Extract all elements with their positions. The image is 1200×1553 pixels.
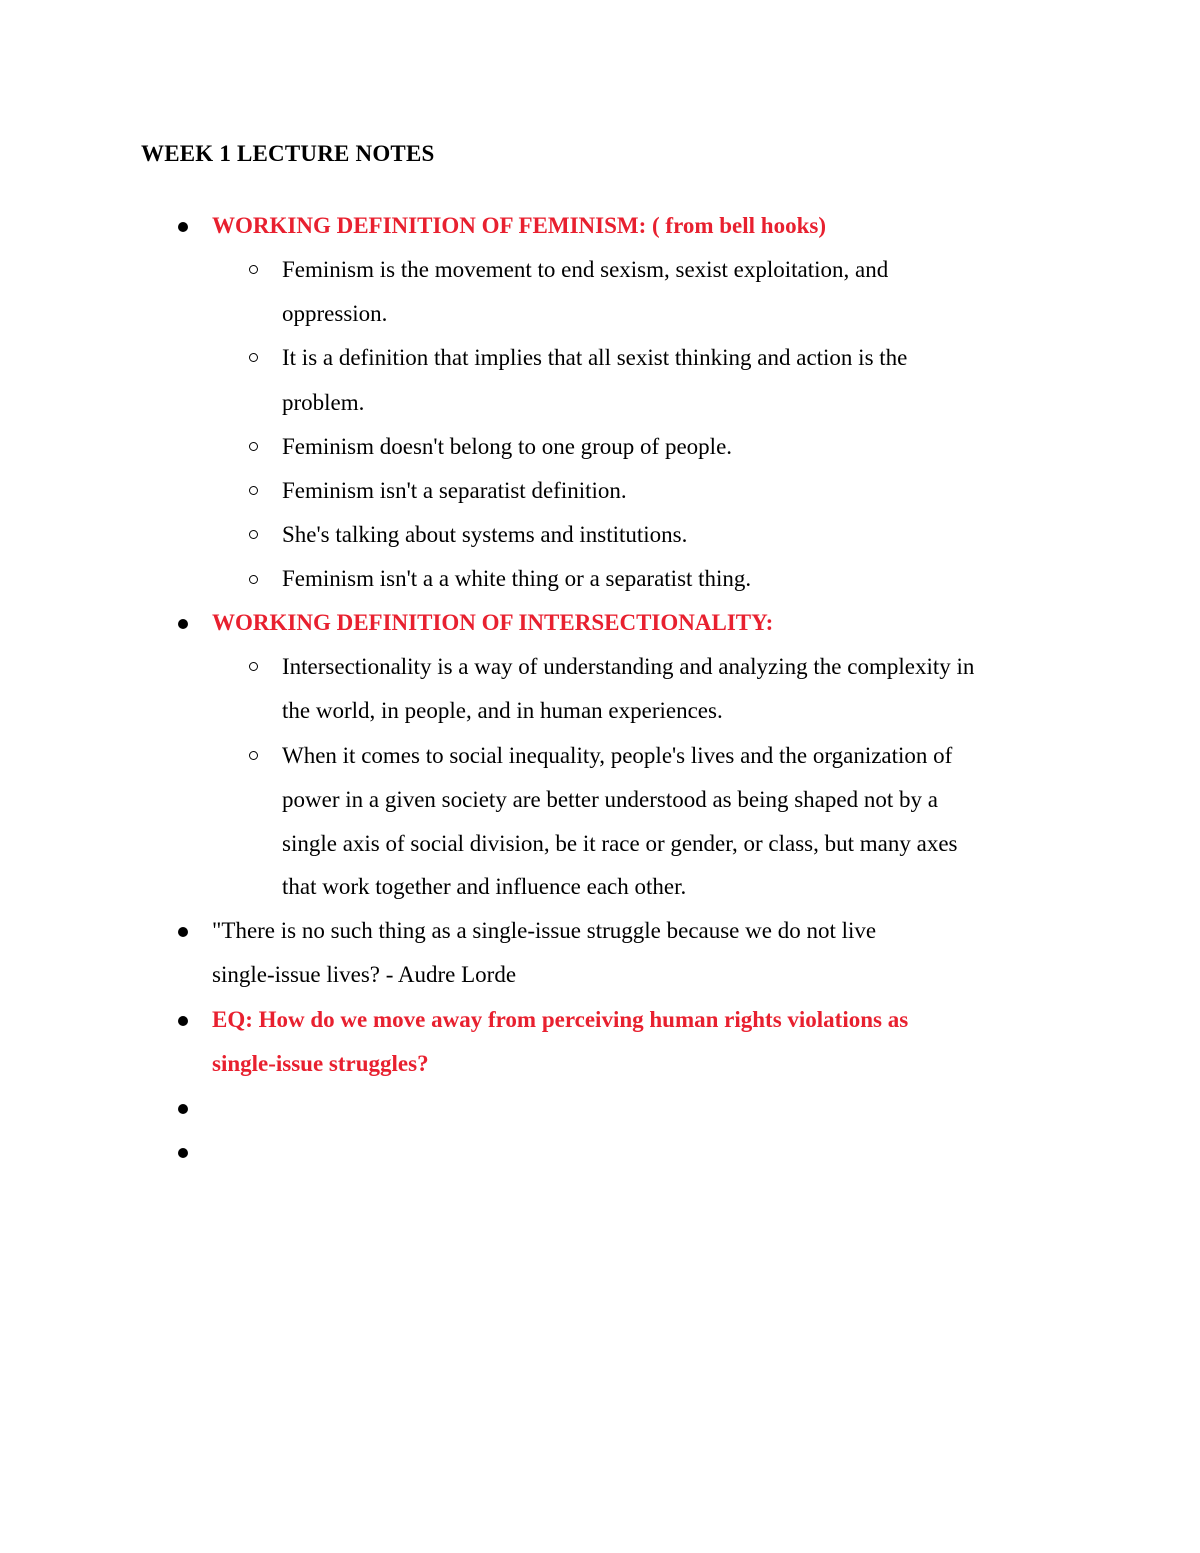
section-heading-feminism: WORKING DEFINITION OF FEMINISM: ( from bell hooks): [212, 213, 826, 238]
list-item-line: oppression.: [282, 301, 388, 326]
hollow-bullet-icon: [249, 353, 258, 362]
bullet-icon: [178, 927, 188, 937]
document-title: WEEK 1 LECTURE NOTES: [141, 141, 435, 166]
list-item-line: Intersectionality is a way of understanding and analyzing the complexity in: [282, 654, 975, 679]
bullet-icon: [178, 222, 188, 232]
hollow-bullet-icon: [249, 265, 258, 274]
essential-question-line: single-issue struggles?: [212, 1051, 429, 1076]
list-item-line: Feminism doesn't belong to one group of people.: [282, 434, 733, 459]
list-item-line: It is a definition that implies that all sexist thinking and action is the: [282, 345, 908, 370]
list-item-line: She's talking about systems and institutions.: [282, 522, 688, 547]
quote-line: "There is no such thing as a single-issue struggle because we do not live: [212, 918, 877, 943]
list-item-line: power in a given society are better understood as being shaped not by a: [282, 787, 938, 812]
bullet-icon: [178, 1016, 188, 1026]
list-item-line: Feminism isn't a a white thing or a separatist thing.: [282, 566, 752, 591]
hollow-bullet-icon: [249, 442, 258, 451]
essential-question-line: EQ: How do we move away from perceiving human rights violations as: [212, 1007, 909, 1032]
list-item-line: single axis of social division, be it race or gender, or class, but many axes: [282, 831, 958, 856]
bullet-icon: [178, 619, 188, 629]
list-item-line: the world, in people, and in human experiences.: [282, 698, 723, 723]
list-item-line: Feminism is the movement to end sexism, sexist exploitation, and: [282, 257, 889, 282]
empty-bullet-icon: [178, 1104, 188, 1114]
list-item-line: When it comes to social inequality, people's lives and the organization of: [282, 743, 953, 768]
list-item-line: that work together and influence each other.: [282, 874, 687, 899]
empty-bullet-icon: [178, 1148, 188, 1158]
list-item-line: problem.: [282, 390, 365, 415]
hollow-bullet-icon: [249, 662, 258, 671]
hollow-bullet-icon: [249, 575, 258, 584]
quote-line: single-issue lives? - Audre Lorde: [212, 962, 517, 987]
list-item-line: Feminism isn't a separatist definition.: [282, 478, 627, 503]
hollow-bullet-icon: [249, 751, 258, 760]
hollow-bullet-icon: [249, 530, 258, 539]
section-heading-intersectionality: WORKING DEFINITION OF INTERSECTIONALITY:: [212, 610, 774, 635]
hollow-bullet-icon: [249, 486, 258, 495]
